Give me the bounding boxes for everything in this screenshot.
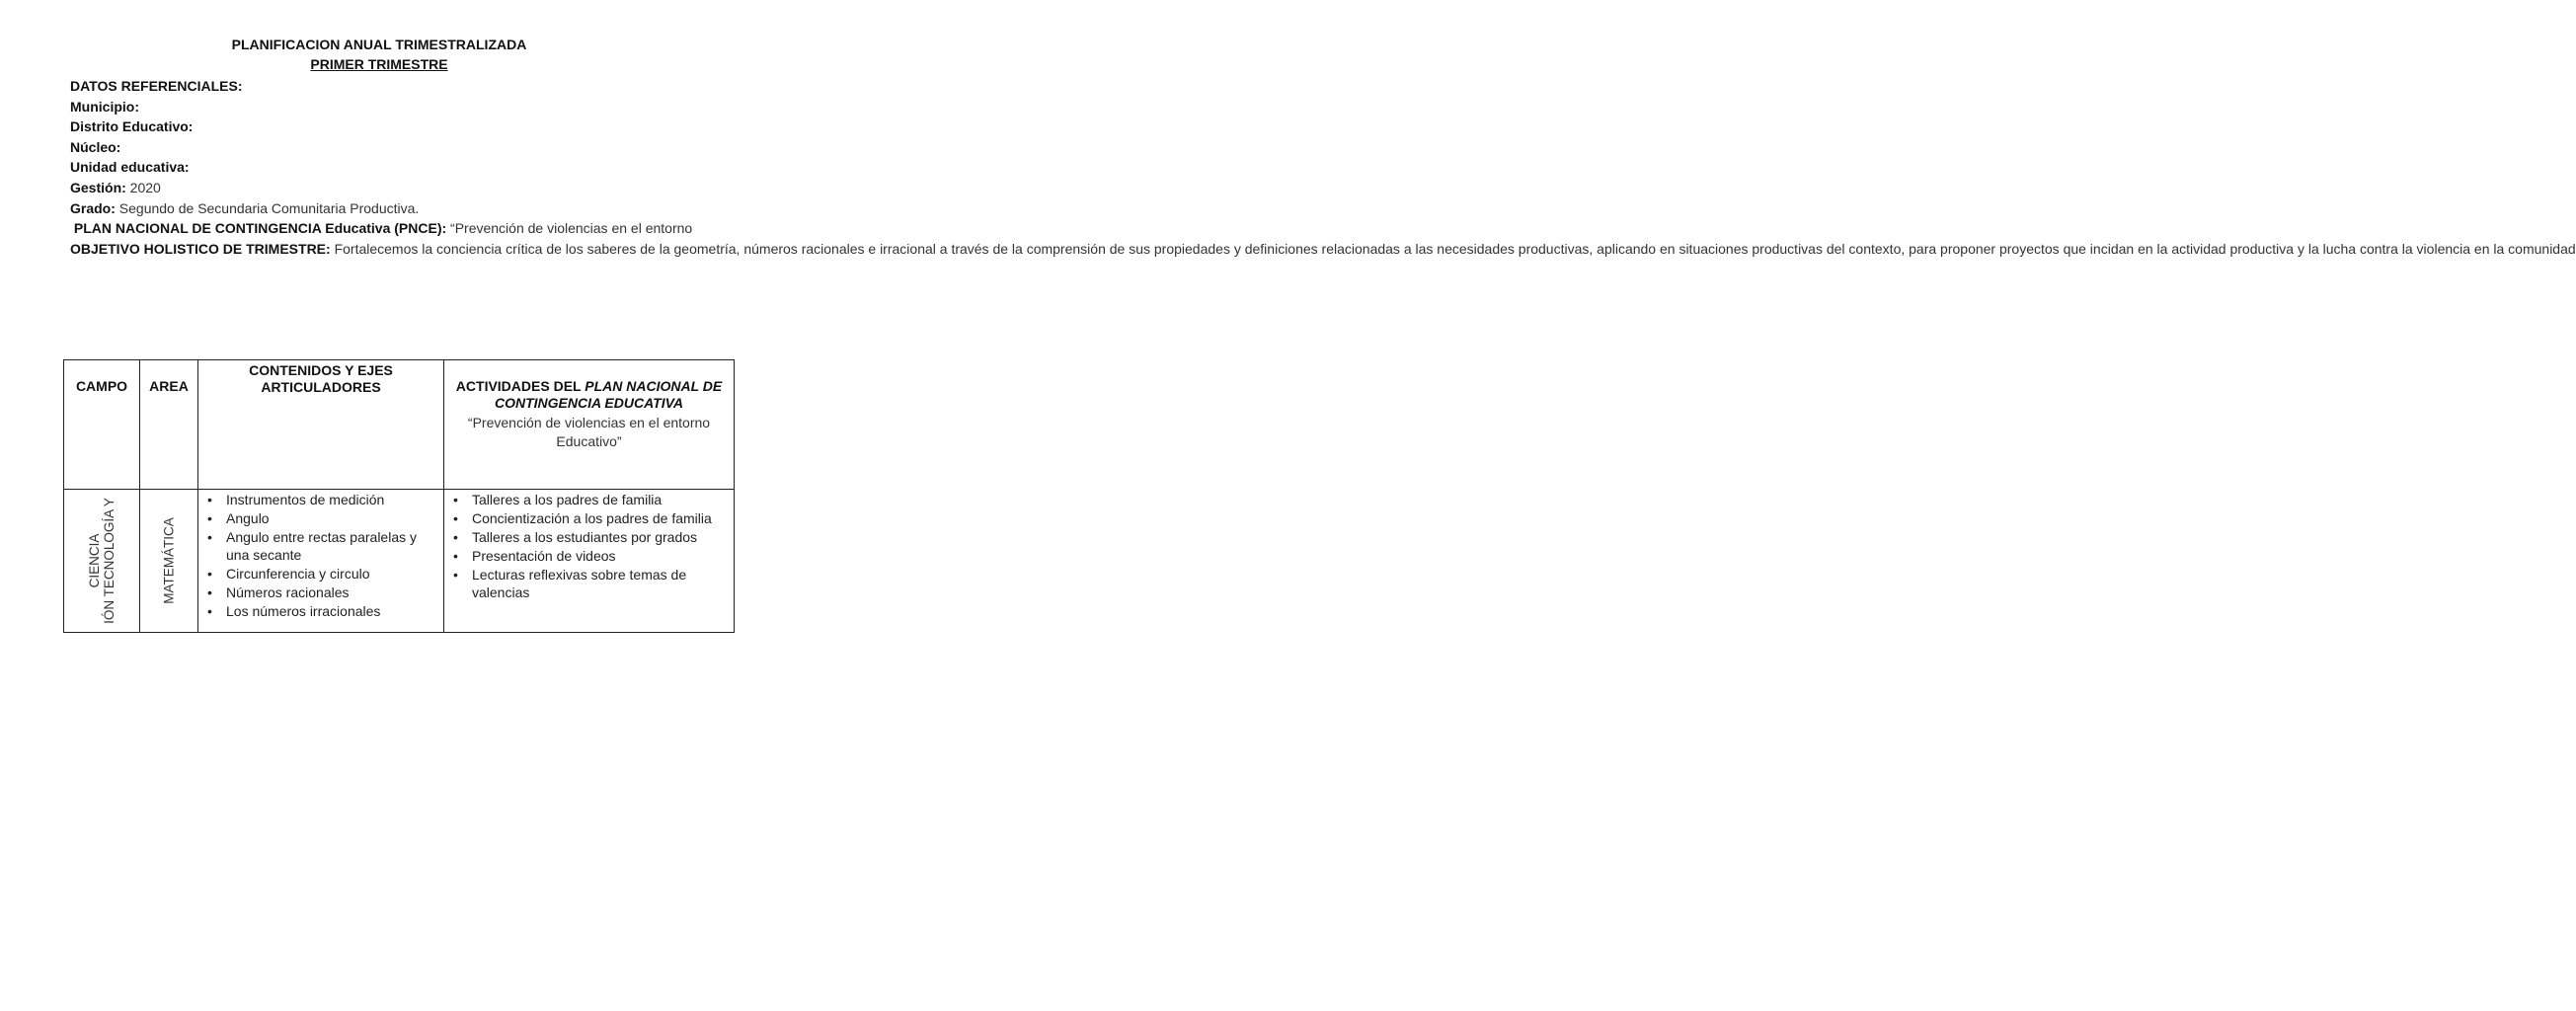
cell-campo bbox=[64, 490, 140, 633]
list-item: • Angulo entre rectas paralelas y una secante bbox=[204, 529, 437, 564]
planificacion-table bbox=[63, 359, 735, 633]
list-item: • Angulo bbox=[204, 510, 437, 528]
header-actividades bbox=[444, 360, 735, 490]
actividades-sub1: “Prevención de violencias en el entorno bbox=[467, 415, 711, 430]
document-subtitle: PRIMER TRIMESTRE bbox=[310, 56, 448, 72]
campo-vertical-text bbox=[87, 498, 117, 624]
campo-line1: CIENCIA bbox=[87, 533, 102, 588]
datos-heading: DATOS REFERENCIALES: bbox=[70, 78, 243, 94]
table-row bbox=[64, 490, 735, 633]
list-item: • Lecturas reflexivas sobre temas de valencias bbox=[450, 567, 728, 601]
list-item: • Instrumentos de medición bbox=[204, 492, 437, 509]
header-contenidos bbox=[198, 360, 444, 490]
document-title: PLANIFICACION ANUAL TRIMESTRALIZADA bbox=[231, 37, 527, 52]
list-item: • Concientización a los padres de familia bbox=[450, 510, 728, 528]
campo-line2: IÓN TECNOLOGÍA Y bbox=[102, 498, 117, 624]
objetivo-value: Fortalecemos la conciencia crítica de los saberes de la geometría, números racionales e irracional a través de la comprensión de sus propiedades y definiciones relacionadas a las necesidades productivas, aplicando en situaciones productivas del contexto, para proponer proyectos que incidan en la actividad productiva y la lucha contra la violencia en la comunidad bbox=[334, 240, 2576, 257]
objetivo-label: OBJETIVO HOLISTICO DE TRIMESTRE: bbox=[70, 240, 331, 257]
actividades-emphasis: PLAN NACIONAL DE CONTINGENCIA EDUCATIVA bbox=[494, 378, 723, 411]
grado-label: Grado: bbox=[70, 199, 116, 216]
actividades-prefix: ACTIVIDADES DEL bbox=[455, 378, 585, 394]
header-campo-label: CAMPO bbox=[75, 378, 128, 394]
area-vertical-text: MATEMÁTICA bbox=[161, 517, 177, 604]
unidad-label: Unidad educativa: bbox=[70, 159, 190, 176]
gestion-value: 2020 bbox=[129, 179, 161, 195]
header-area-label: AREA bbox=[149, 378, 189, 394]
grado-value: Segundo de Secundaria Comunitaria Productiva. bbox=[118, 199, 420, 216]
header-actividades-label bbox=[444, 378, 734, 412]
datos-referenciales bbox=[70, 76, 2576, 259]
cell-actividades bbox=[444, 490, 735, 633]
cell-area bbox=[140, 490, 198, 633]
gestion-label: Gestión: bbox=[70, 179, 126, 195]
distrito-label: Distrito Educativo: bbox=[70, 118, 194, 135]
list-item: • Los números irracionales bbox=[204, 603, 437, 621]
list-item: • Números racionales bbox=[204, 584, 437, 602]
actividades-sub2: Educativo” bbox=[556, 433, 622, 449]
cell-contenidos bbox=[198, 490, 444, 633]
nucleo-label: Núcleo: bbox=[70, 138, 121, 155]
header-area bbox=[140, 360, 198, 490]
contenidos-list bbox=[198, 492, 443, 620]
actividades-list bbox=[444, 492, 734, 601]
pnce-label: PLAN NACIONAL DE CONTINGENCIA Educativa (PNCE): bbox=[73, 220, 447, 237]
header-campo bbox=[64, 360, 140, 490]
list-item: • Talleres a los estudiantes por grados bbox=[450, 529, 728, 547]
municipio-label: Municipio: bbox=[70, 98, 139, 115]
table-header-row bbox=[64, 360, 735, 490]
list-item: • Circunferencia y circulo bbox=[204, 566, 437, 583]
list-item: • Presentación de videos bbox=[450, 548, 728, 566]
header-contenidos-label: CONTENIDOS Y EJES ARTICULADORES bbox=[249, 362, 393, 395]
pnce-value: “Prevención de violencias en el entorno bbox=[450, 220, 693, 237]
list-item: • Talleres a los padres de familia bbox=[450, 492, 728, 509]
